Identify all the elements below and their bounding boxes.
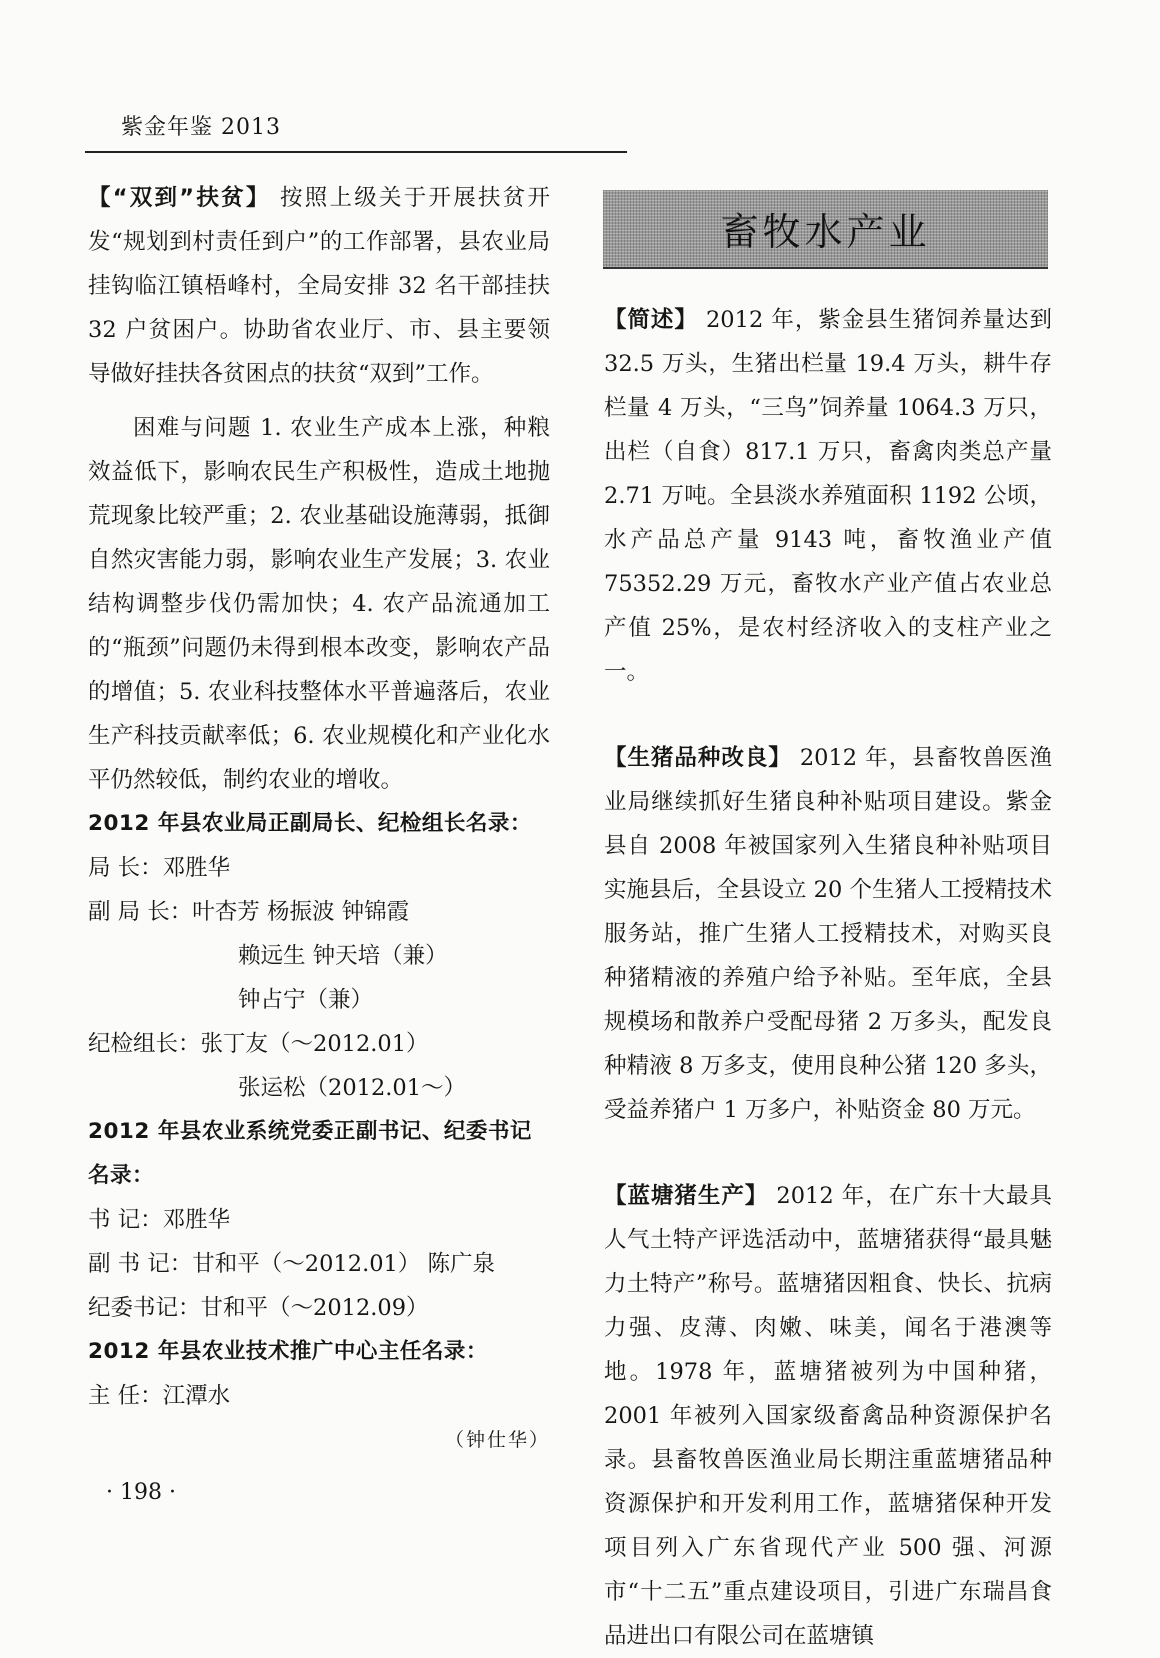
yearbook-header-title: 紫金年鉴 2013	[121, 115, 281, 140]
list-line: 钟占宁（兼）	[238, 987, 374, 1013]
header-divider	[85, 151, 627, 153]
list-title-bureau-leaders: 2012 年县农业局正副局长、纪检组长名录：	[88, 811, 532, 836]
list-line: 纪委书记：甘和平（～2012.09）	[88, 1295, 429, 1321]
author-credit: （钟仕华）	[444, 1429, 550, 1451]
list-title-party-secretaries: 2012 年县农业系统党委正副书记、纪委书记名录：	[88, 1119, 532, 1188]
paragraph-poverty-alleviation	[88, 176, 550, 396]
list-line: 张运松（2012.01～）	[238, 1075, 467, 1101]
list-line: 纪检组长：张丁友（～2012.01）	[88, 1031, 429, 1057]
page-number: · 198 ·	[106, 1480, 176, 1505]
paragraph-body: 2012 年，紫金县生猪饲养量达到32.5 万头，生猪出栏量 19.4 万头，耕牛存栏量 4 万头，“三鸟”饲养量 1064.3 万只，出栏（自食）817.1 万只，畜禽肉类总产量 2.71 万吨。全县淡水养殖面积 1192 公顷，水产品总产量 9143 吨，畜牧渔业产值 75352.29 万元，畜牧水产业产值占农业总产值 25%，是农村经济收入的支柱产业之一。	[604, 307, 1052, 685]
paragraph-body: 2012 年，在广东十大最具人气土特产评选活动中，蓝塘猪获得“最具魅力土特产”称号。蓝塘猪因粗食、快长、抗病力强、皮薄、肉嫩、味美，闻名于港澳等地。1978 年，蓝塘猪被列为中国种猪，2001 年被列入国家级畜禽品种资源保护名录。县畜牧兽医渔业局长期注重蓝塘猪品种资源保护和开发利用工作，蓝塘猪保种开发项目列入广东省现代产业 500 强、河源市“十二五”重点建设项目，引进广东瑞昌食品进出口有限公司在蓝塘镇	[604, 1183, 1052, 1649]
paragraph-body: 2012 年，县畜牧兽医渔业局继续抓好生猪良种补贴项目建设。紫金县自 2008 年被国家列入生猪良种补贴项目实施县后，全县设立 20 个生猪人工授精技术服务站，推广生猪人工授精技术，对购买良种猪精液的养殖户给予补贴。至年底，全县规模场和散养户受配母猪 2 万多头，配发良种精液 8 万多支，使用良种公猪 120 多头，受益养猪户 1 万多户，补贴资金 80 万元。	[604, 745, 1052, 1123]
paragraph-lead: 【简述】	[604, 307, 698, 333]
right-column	[604, 298, 1052, 1658]
paragraph-lead: 【“双到”扶贫】	[88, 185, 271, 211]
section-title: 畜牧水产业	[720, 210, 931, 254]
list-line: 副 书 记：甘和平（～2012.01） 陈广泉	[88, 1251, 496, 1277]
list-line: 书 记：邓胜华	[88, 1207, 231, 1233]
list-line: 主 任：江潭水	[88, 1383, 231, 1409]
list-line: 副 局 长：叶杏芳 杨振波 钟锦霞	[88, 899, 410, 925]
paragraph-body: 按照上级关于开展扶贫开发“规划到村责任到户”的工作部署，县农业局挂钩临江镇梧峰村，全局安排 32 名干部挂扶 32 户贫困户。协助省农业厅、市、县主要领导做好挂扶各贫困点的扶贫“双到”工作。	[88, 185, 551, 387]
paragraph-problems: 困难与问题 1. 农业生产成本上涨，种粮效益低下，影响农民生产积极性，造成土地抛荒现象比较严重；2. 农业基础设施薄弱，抵御自然灾害能力弱，影响农业生产发展；3. 农业结构调整步伐仍需加快；4. 农产品流通加工的“瓶颈”问题仍未得到根本改变，影响农产品的增值；5. 农业科技整体水平普遍落后，农业生产科技贡献率低；6. 农业规模化和产业化水平仍然较低，制约农业的增收。	[88, 415, 550, 793]
list-line: 局 长：邓胜华	[88, 855, 231, 881]
section-banner	[603, 190, 1048, 269]
paragraph-lead: 【生猪品种改良】	[604, 745, 792, 771]
paragraph-lantang-pig	[604, 1174, 1052, 1658]
left-column	[88, 176, 550, 1462]
list-line: 赖远生 钟天培（兼）	[238, 943, 448, 969]
paragraph-lead: 【蓝塘猪生产】	[604, 1183, 769, 1209]
paragraph-pig-breed-improvement	[604, 736, 1052, 1132]
list-title-tech-center: 2012 年县农业技术推广中心主任名录：	[88, 1339, 488, 1364]
paragraph-overview	[604, 298, 1052, 694]
